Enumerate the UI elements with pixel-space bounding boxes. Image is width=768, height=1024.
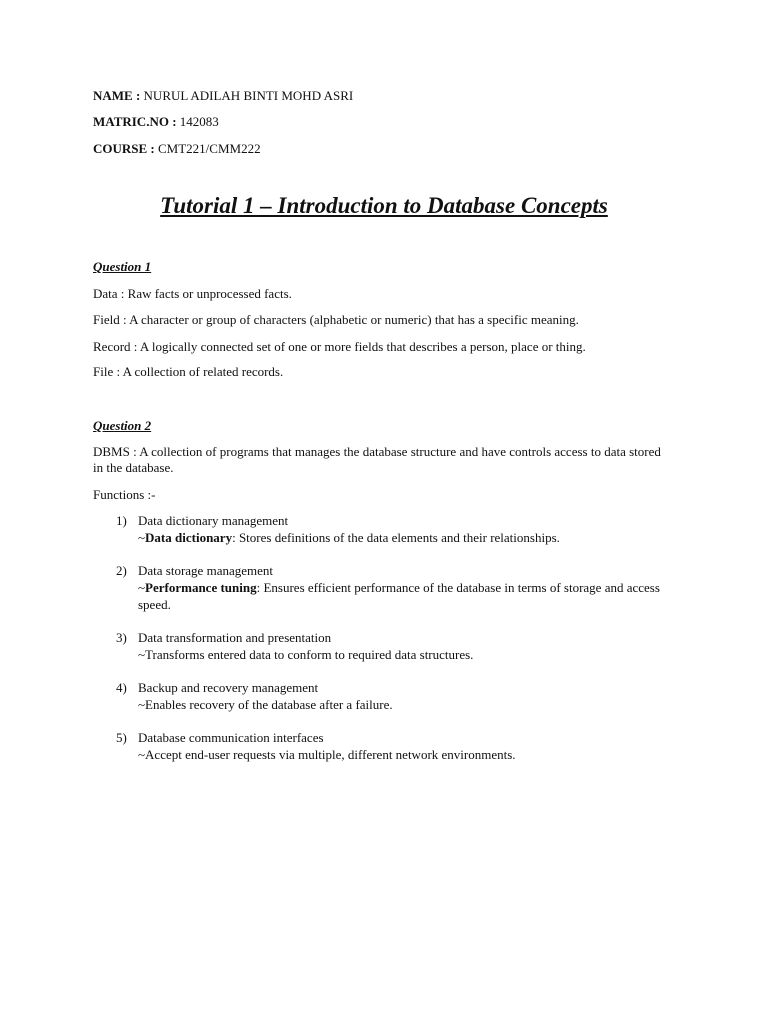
- function-description: ~Accept end-user requests via multiple, different network environments.: [138, 747, 516, 762]
- functions-label: Functions :-: [93, 487, 156, 502]
- list-item: [116, 512, 676, 546]
- list-item: [116, 729, 676, 763]
- function-description: ~Data dictionary: Stores definitions of the data elements and their relationships.: [138, 530, 560, 545]
- definition-data: Data : Raw facts or unprocessed facts.: [93, 286, 292, 301]
- definition-field: Field : A character or group of characters (alphabetic or numeric) that has a specific meaning.: [93, 312, 579, 327]
- document-title: Tutorial 1 – Introduction to Database Concepts: [160, 193, 608, 218]
- matric-line: [93, 114, 219, 130]
- function-title: Data storage management: [138, 563, 273, 578]
- list-item: [116, 629, 676, 663]
- matric-value: 142083: [179, 114, 219, 129]
- dbms-definition: DBMS : A collection of programs that manages the database structure and have controls access to data stored in the database.: [93, 444, 661, 475]
- course-line: [93, 141, 261, 157]
- function-title: Backup and recovery management: [138, 680, 319, 695]
- bold-term: Data dictionary: [145, 530, 233, 545]
- list-item: [116, 562, 676, 613]
- function-description: ~Performance tuning: Ensures efficient performance of the database in terms of storage and access speed.: [138, 580, 660, 612]
- matric-label: MATRIC.NO :: [93, 114, 177, 129]
- bold-term: Performance tuning: [145, 580, 257, 595]
- function-title: Database communication interfaces: [138, 730, 324, 745]
- list-number: 1): [116, 513, 127, 528]
- function-description: ~Enables recovery of the database after a failure.: [138, 697, 393, 712]
- definition-record: Record : A logically connected set of one or more fields that describes a person, place or thing.: [93, 339, 586, 354]
- question-1-heading: Question 1: [93, 259, 152, 274]
- list-item: [116, 679, 676, 713]
- course-label: COURSE :: [93, 141, 155, 156]
- name-label: NAME :: [93, 88, 141, 103]
- function-title: Data transformation and presentation: [138, 630, 332, 645]
- function-title: Data dictionary management: [138, 513, 289, 528]
- list-number: 3): [116, 630, 127, 645]
- name-line: [93, 88, 353, 104]
- course-value: CMT221/CMM222: [158, 141, 261, 156]
- definition-file: File : A collection of related records.: [93, 364, 284, 379]
- list-number: 5): [116, 730, 127, 745]
- function-description: ~Transforms entered data to conform to required data structures.: [138, 647, 474, 662]
- name-value: NURUL ADILAH BINTI MOHD ASRI: [143, 88, 354, 103]
- question-2-heading: Question 2: [93, 418, 152, 433]
- list-number: 4): [116, 680, 127, 695]
- list-number: 2): [116, 563, 127, 578]
